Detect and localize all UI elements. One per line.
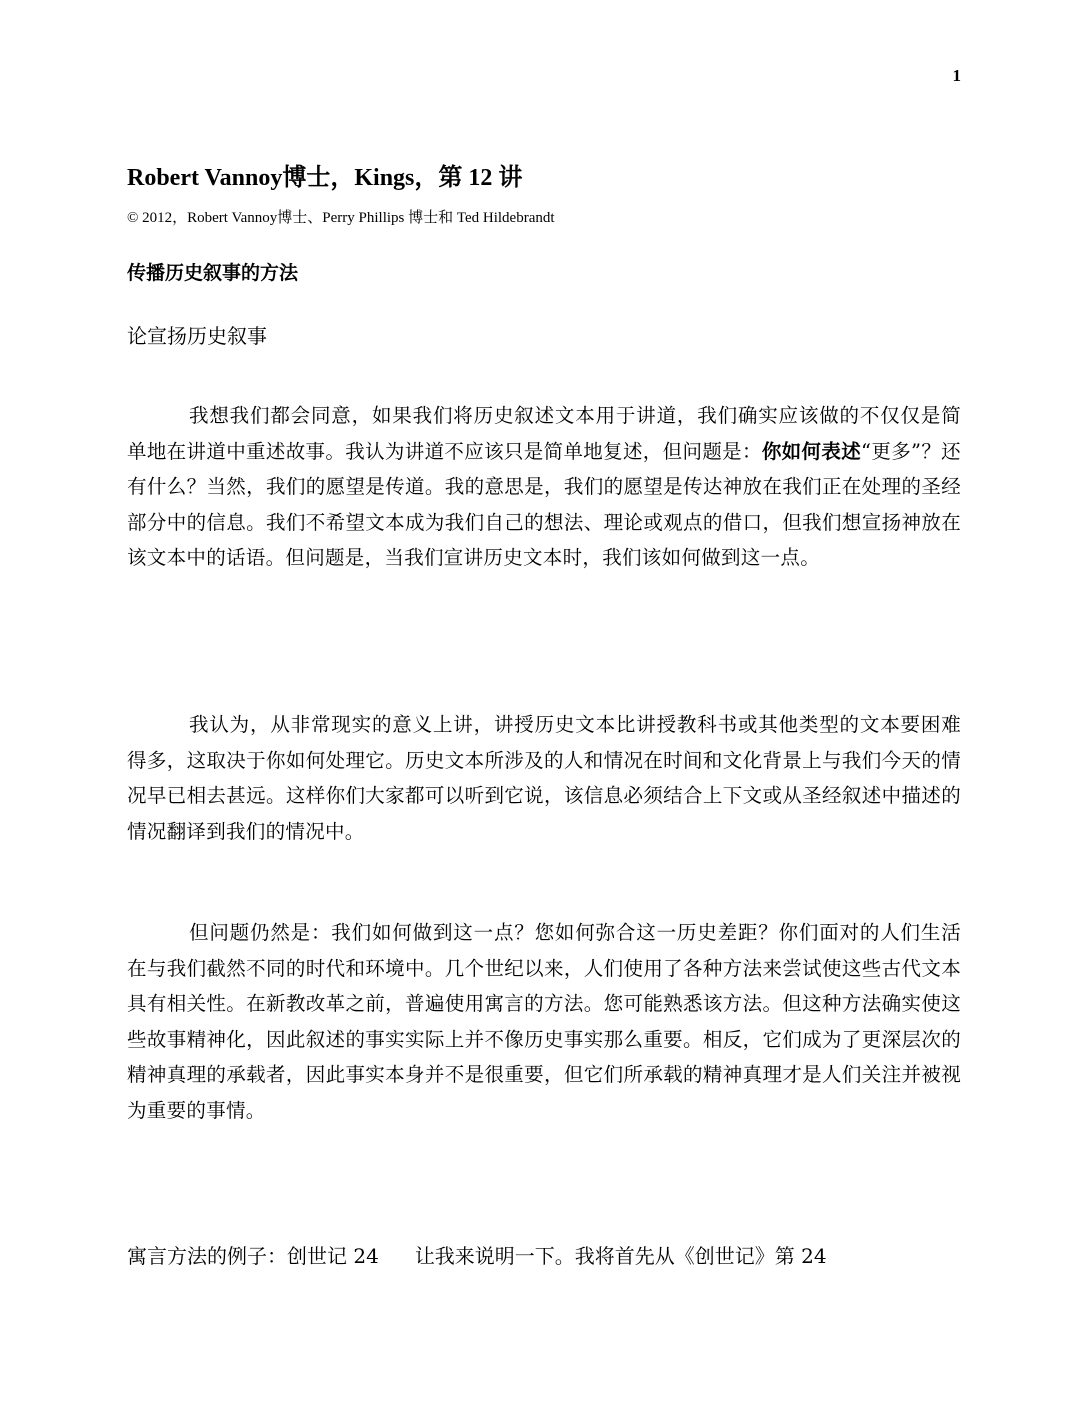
document-title: Robert Vannoy博士，Kings，第 12 讲	[127, 165, 523, 191]
paragraph-1-bold-phrase: 你如何表述	[761, 439, 862, 463]
paragraph-1-start: 我想我们都会同意，如果我们将历史叙述文本用于讲道，我们确实应该做的不仅仅是简单地在讲道中重述故事。我认为讲道不应该只是简单地复述，但问题是：	[127, 404, 961, 463]
page-number: 1	[952, 66, 961, 85]
paragraph-3: 但问题仍然是：我们如何做到这一点？您如何弥合这一历史差距？你们面对的人们生活在与我们截然不同的时代和环境中。几个世纪以来，人们使用了各种方法来尝试使这些古代文本具有相关性。在新教改革之前，普遍使用寓言的方法。您可能熟悉该方法。但这种方法确实使这些故事精神化，因此叙述的事实实际上并不像历史事实那么重要。相反，它们成为了更深层次的精神真理的承载者，因此事实本身并不是很重要，但它们所承载的精神真理才是人们关注并被视为重要的事情。	[127, 921, 961, 1122]
subheading: 论宣扬历史叙事	[127, 324, 267, 348]
copyright-line: © 2012，Robert Vannoy博士、Perry Phillips 博士和 Ted Hildebrandt	[127, 210, 555, 226]
paragraph-1-end: “更多”？还有什么？当然，我们的愿望是传道。我的意思是，我们的愿望是传达神放在我们正在处理的圣经部分中的信息。我们不希望文本成为我们自己的想法、理论或观点的借口，但我们想宣扬神放在该文本中的话语。但问题是，当我们宣讲历史文本时，我们该如何做到这一点。	[127, 439, 961, 570]
allegory-example-heading: 寓言方法的例子：创世记 24	[127, 1244, 379, 1268]
bottom-line-text: 让我来说明一下。我将首先从《创世记》第 24	[414, 1244, 827, 1268]
paragraph-2: 我认为，从非常现实的意义上讲，讲授历史文本比讲授教科书或其他类型的文本要困难得多，这取决于你如何处理它。历史文本所涉及的人和情况在时间和文化背景上与我们今天的情况早已相去甚远。这样你们大家都可以听到它说，该信息必须结合上下文或从圣经叙述中描述的情况翻译到我们的情况中。	[127, 713, 961, 843]
section-heading: 传播历史叙事的方法	[127, 262, 299, 284]
paragraph-1	[127, 398, 961, 576]
bottom-line	[127, 1240, 827, 1269]
